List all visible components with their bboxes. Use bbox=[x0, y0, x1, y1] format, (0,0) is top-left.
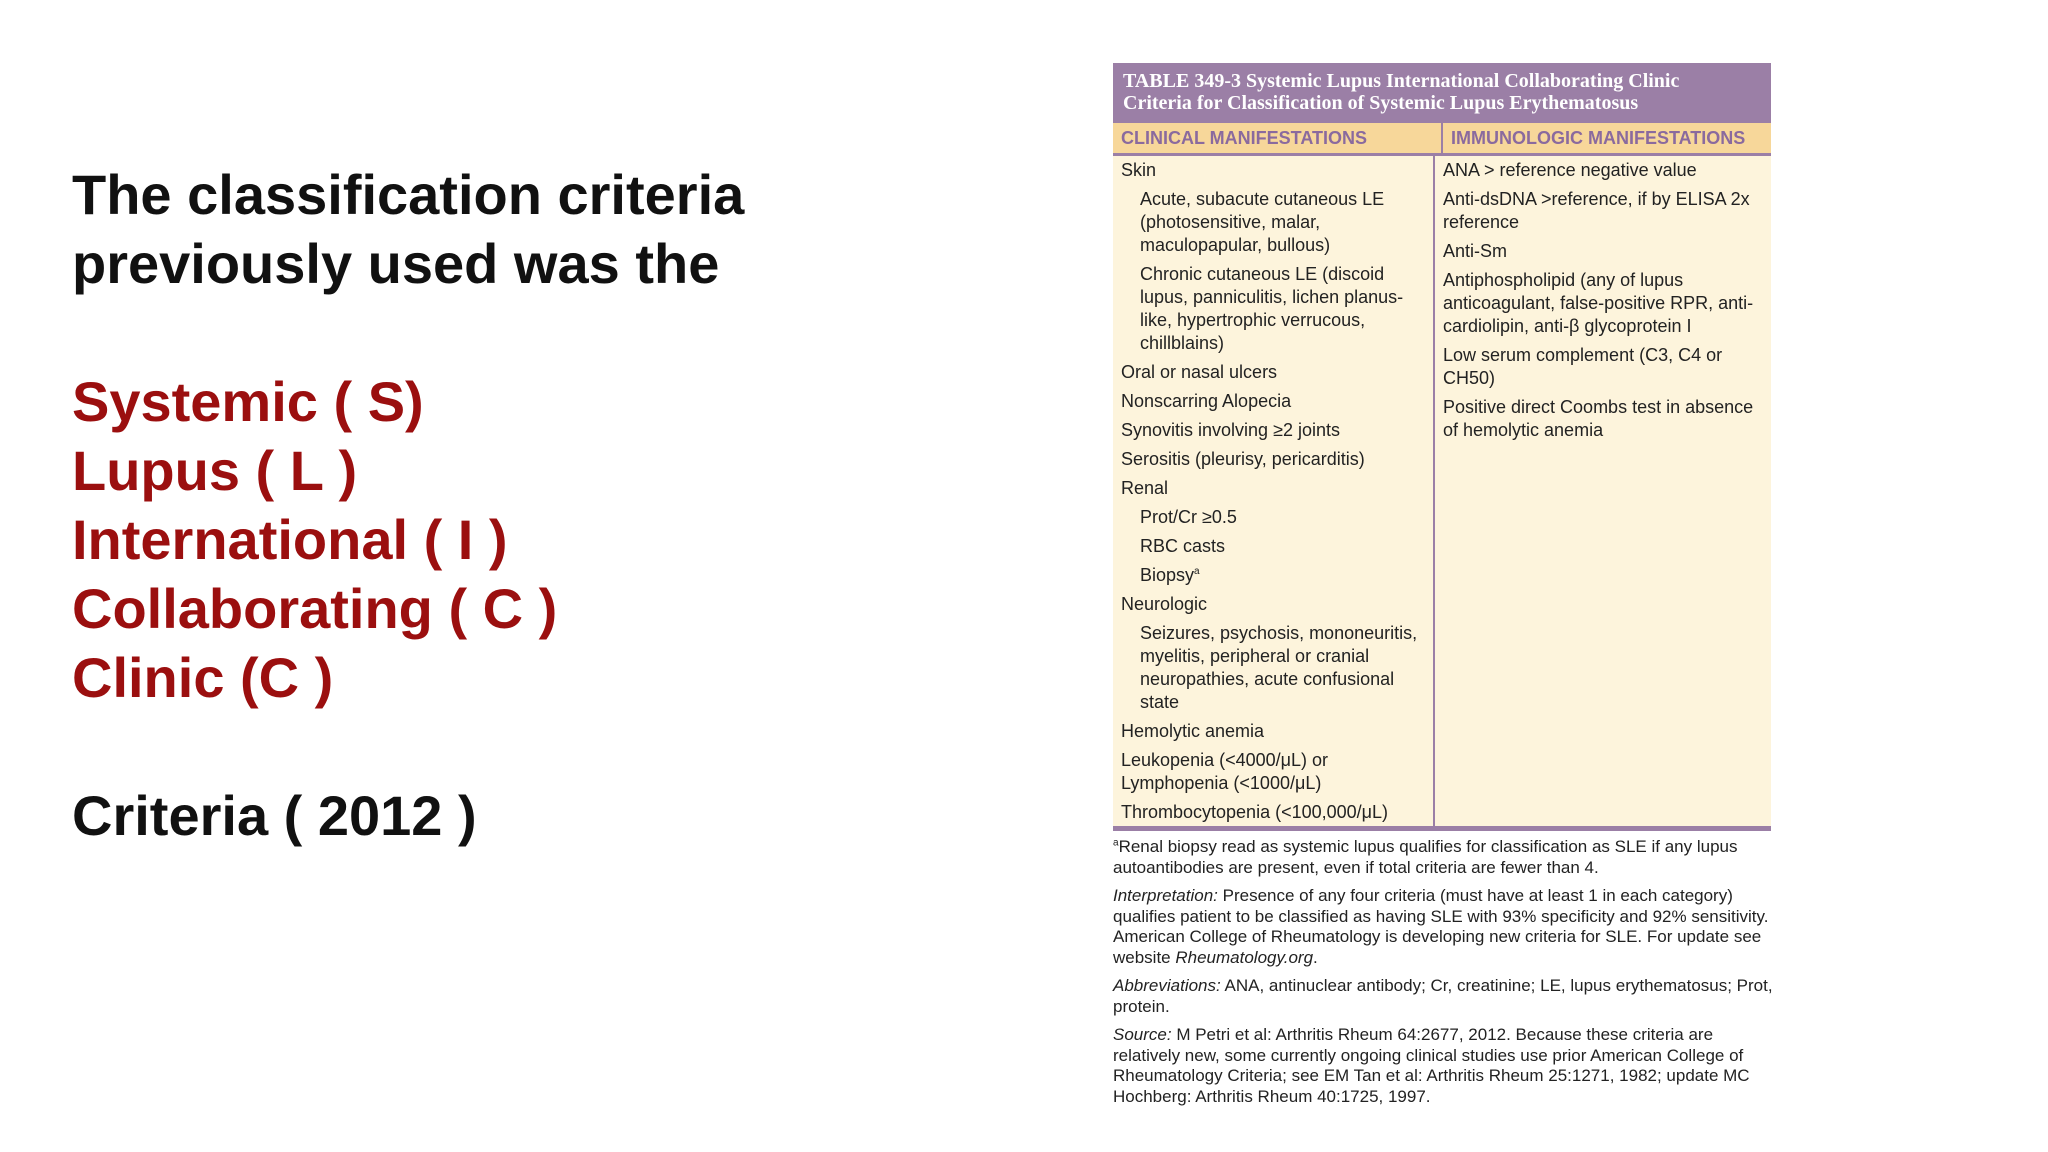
table-title-line-2: Criteria for Classification of Systemic Lupus Erythematosus bbox=[1123, 92, 1639, 114]
source-text: M Petri et al: Arthritis Rheum 64:2677, 2012. Because these criteria are relatively new, some currently ongoing clinical studies use prior American College of Rheumatology Criteria; see EM Tan et al: Arthritis Rheum 25:1271, 1982; update MC Hochberg: Arthritis Rheum 40:1725, 1997. bbox=[1113, 1025, 1750, 1106]
list-item: Synovitis involving ≥2 joints bbox=[1121, 420, 1340, 440]
slide-text bbox=[72, 160, 972, 850]
acronym-clinic: Clinic (C ) bbox=[72, 646, 334, 709]
abbreviations-note bbox=[1113, 976, 1778, 1017]
interpretation-note bbox=[1113, 886, 1778, 968]
acronym-systemic: Systemic ( S) bbox=[72, 370, 424, 433]
interpretation-label: Interpretation: bbox=[1113, 886, 1218, 905]
intro-line-1: The classification criteria bbox=[72, 163, 745, 226]
abbreviations-text: ANA, antinuclear antibody; Cr, creatinine; LE, lupus erythematosus; Prot, protein. bbox=[1113, 976, 1773, 1016]
source-note bbox=[1113, 1025, 1778, 1107]
table-title bbox=[1113, 63, 1771, 123]
list-item: Positive direct Coombs test in absence of hemolytic anemia bbox=[1443, 397, 1754, 440]
list-item: Nonscarring Alopecia bbox=[1121, 391, 1292, 411]
clinical-column bbox=[1113, 156, 1435, 826]
list-item: Oral or nasal ulcers bbox=[1121, 362, 1278, 382]
table-title-line-1: TABLE 349-3 Systemic Lupus International Collaborating Clinic bbox=[1123, 70, 1680, 92]
acronym-international: International ( I ) bbox=[72, 508, 508, 571]
acronym-collaborating: Collaborating ( C ) bbox=[72, 577, 558, 640]
list-item: Skin bbox=[1121, 160, 1157, 180]
interpretation-end: . bbox=[1313, 947, 1318, 967]
interpretation-website: Rheumatology.org bbox=[1175, 947, 1314, 967]
list-item: Renal bbox=[1121, 478, 1169, 498]
list-item: Thrombocytopenia (<100,000/μL) bbox=[1121, 802, 1389, 822]
footnote bbox=[1113, 837, 1778, 878]
source-label: Source: bbox=[1113, 1025, 1172, 1044]
list-item: Hemolytic anemia bbox=[1121, 721, 1265, 741]
list-item: RBC casts bbox=[1140, 536, 1226, 556]
list-item: Low serum complement (C3, C4 or CH50) bbox=[1443, 345, 1723, 388]
acronym-lupus: Lupus ( L ) bbox=[72, 439, 358, 502]
interpretation-text: Presence of any four criteria (must have at least 1 in each category) qualifies patient to be classified as having SLE with 93% specificity and 92% sensitivity. American College of Rheumatology is developing new criteria for SLE. For update see website bbox=[1113, 886, 1769, 967]
list-item: Neurologic bbox=[1121, 594, 1208, 614]
footnote-text: Renal biopsy read as systemic lupus qualifies for classification as SLE if any lupus autoantibodies are present, even if total criteria are fewer than 4. bbox=[1113, 837, 1738, 877]
immunologic-column bbox=[1435, 156, 1771, 826]
list-item: Serositis (pleurisy, pericarditis) bbox=[1121, 449, 1365, 469]
clinical-header: CLINICAL MANIFESTATIONS bbox=[1113, 123, 1443, 153]
biopsy-label: Biopsy bbox=[1140, 565, 1195, 585]
table-header-row bbox=[1113, 123, 1771, 156]
list-item: Prot/Cr ≥0.5 bbox=[1140, 507, 1237, 527]
immunologic-header: IMMUNOLOGIC MANIFESTATIONS bbox=[1451, 128, 1746, 148]
list-item: Antiphospholipid (any of lupus anticoagulant, false-positive RPR, anti-cardiolipin, anti-β glycoprotein I bbox=[1443, 270, 1754, 336]
list-item: ANA > reference negative value bbox=[1443, 160, 1697, 180]
list-item: Leukopenia (<4000/μL) or Lymphopenia (<1000/μL) bbox=[1121, 750, 1329, 793]
list-item: Seizures, psychosis, mononeuritis, myelitis, peripheral or cranial neuropathies, acute confusional state bbox=[1140, 623, 1418, 712]
table-notes bbox=[1113, 837, 1778, 1107]
footnote-marker: a bbox=[1194, 566, 1200, 577]
footnote-marker: a bbox=[1113, 837, 1119, 849]
criteria-year: Criteria ( 2012 ) bbox=[72, 784, 477, 847]
list-item: Anti-dsDNA >reference, if by ELISA 2x reference bbox=[1443, 189, 1750, 232]
criteria-table bbox=[1113, 63, 1771, 1115]
table-body bbox=[1113, 156, 1771, 831]
intro-line-2: previously used was the bbox=[72, 232, 720, 295]
list-item: Acute, subacute cutaneous LE (photosensitive, malar, maculopapular, bullous) bbox=[1140, 189, 1385, 255]
abbreviations-label: Abbreviations: bbox=[1113, 976, 1221, 995]
list-item: Anti-Sm bbox=[1443, 241, 1508, 261]
list-item: Chronic cutaneous LE (discoid lupus, panniculitis, lichen planus-like, hypertrophic verrucous, chillblains) bbox=[1140, 264, 1404, 353]
list-item bbox=[1121, 564, 1433, 587]
